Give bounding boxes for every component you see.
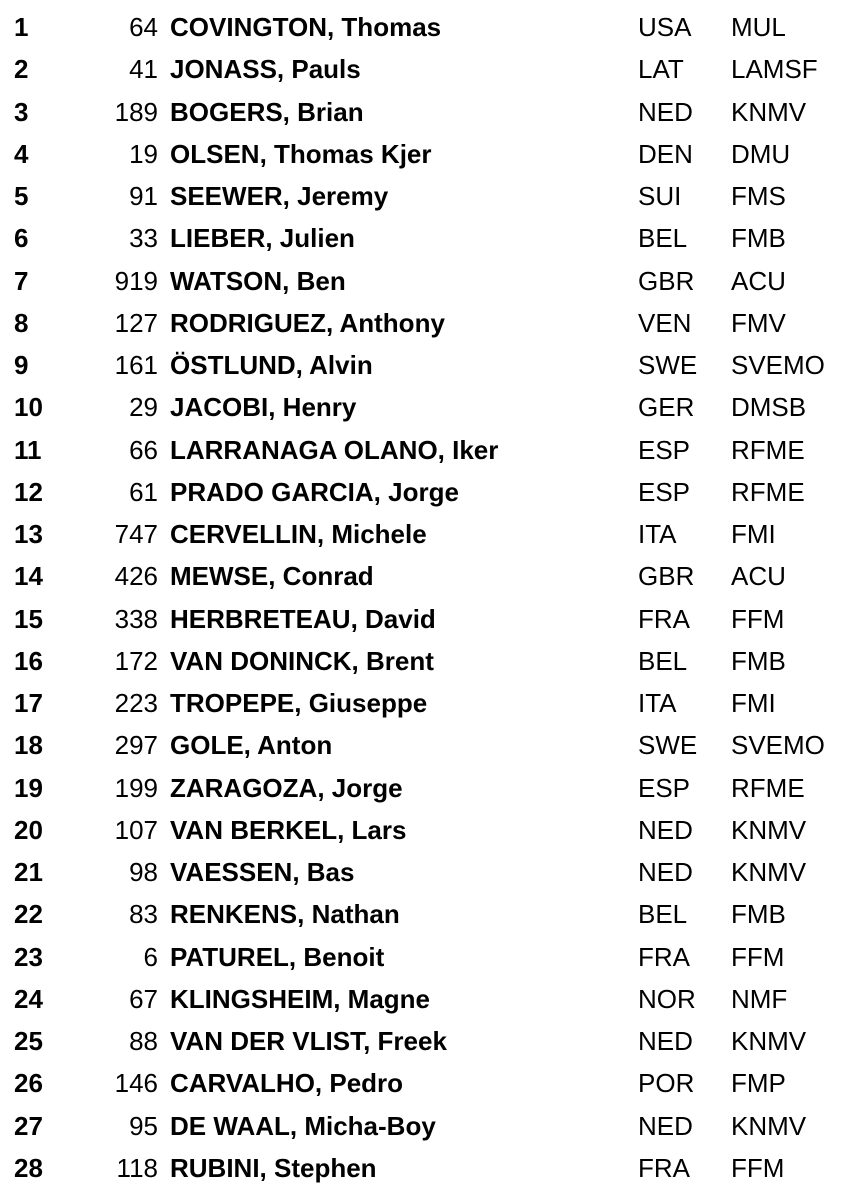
nation-cell: SUI — [638, 181, 682, 211]
nation-cell: ESP — [638, 434, 691, 465]
rider-name-cell: BOGERS, Brian — [170, 96, 364, 127]
rider-number-cell: 33 — [129, 223, 158, 254]
results-table — [0, 6, 853, 1189]
federation-cell: FMP — [731, 1068, 786, 1099]
position-cell: 27 — [14, 1110, 43, 1141]
rider-name-cell: KLINGSHEIM, Magne — [170, 983, 431, 1014]
nation-cell: NED — [638, 96, 693, 127]
federation-cell: KNMV — [731, 1026, 807, 1056]
result-row — [0, 513, 853, 555]
rider-number-cell: 127 — [114, 307, 158, 338]
nation-cell: LAT — [638, 54, 684, 85]
result-row — [0, 217, 853, 259]
position-cell: 17 — [14, 688, 43, 718]
nation-cell: USA — [638, 12, 692, 42]
federation-cell: SVEMO — [731, 350, 825, 380]
position-cell: 25 — [14, 1026, 43, 1056]
federation-cell: FFM — [731, 1152, 785, 1183]
rider-number-cell: 107 — [114, 814, 158, 845]
position-cell: 22 — [14, 899, 43, 930]
federation-cell: RFME — [731, 476, 805, 507]
rider-number-cell: 172 — [114, 645, 158, 676]
rider-name-cell: ZARAGOZA, Jorge — [170, 772, 403, 803]
nation-cell: ESP — [638, 772, 691, 803]
result-row — [0, 893, 853, 935]
result-row — [0, 1020, 853, 1062]
rider-name-cell: RUBINI, Stephen — [170, 1152, 377, 1183]
result-row — [0, 640, 853, 682]
federation-cell: ACU — [731, 265, 786, 296]
position-cell: 24 — [14, 983, 43, 1014]
position-cell: 12 — [14, 476, 43, 507]
rider-number-cell: 66 — [129, 434, 158, 465]
nation-cell: BEL — [638, 645, 688, 676]
rider-name-cell: LARRANAGA OLANO, Iker — [170, 434, 499, 465]
result-row — [0, 91, 853, 133]
result-row — [0, 1105, 853, 1147]
rider-number-cell: 95 — [129, 1110, 158, 1141]
position-cell: 3 — [14, 96, 29, 127]
rider-number-cell: 91 — [129, 181, 158, 211]
rider-name-cell: VAN DONINCK, Brent — [170, 645, 434, 676]
position-cell: 2 — [14, 54, 29, 85]
rider-number-cell: 67 — [129, 983, 158, 1014]
position-cell: 28 — [14, 1152, 43, 1183]
result-row — [0, 260, 853, 302]
rider-name-cell: JACOBI, Henry — [170, 392, 357, 423]
federation-cell: DMU — [731, 138, 791, 169]
rider-name-cell: RENKENS, Nathan — [170, 899, 400, 930]
federation-cell: DMSB — [731, 392, 807, 423]
rider-number-cell: 146 — [114, 1068, 158, 1099]
federation-cell: KNMV — [731, 1110, 807, 1141]
federation-cell: FMB — [731, 899, 786, 930]
federation-cell: FMI — [731, 519, 776, 549]
result-row — [0, 978, 853, 1020]
result-row — [0, 386, 853, 428]
nation-cell: DEN — [638, 138, 693, 169]
nation-cell: GER — [638, 392, 695, 423]
result-row — [0, 429, 853, 471]
result-row — [0, 555, 853, 597]
rider-name-cell: VAESSEN, Bas — [170, 857, 355, 887]
rider-name-cell: VAN BERKEL, Lars — [170, 814, 407, 845]
position-cell: 9 — [14, 350, 29, 380]
rider-number-cell: 919 — [114, 265, 158, 296]
position-cell: 26 — [14, 1068, 43, 1099]
rider-number-cell: 426 — [114, 561, 158, 592]
rider-name-cell: TROPEPE, Giuseppe — [170, 688, 428, 718]
rider-name-cell: RODRIGUEZ, Anthony — [170, 307, 445, 338]
nation-cell: NED — [638, 814, 693, 845]
rider-number-cell: 41 — [129, 54, 158, 85]
rider-name-cell: CERVELLIN, Michele — [170, 519, 427, 549]
nation-cell: FRA — [638, 603, 690, 634]
federation-cell: FMS — [731, 181, 786, 211]
rider-number-cell: 29 — [129, 392, 158, 423]
rider-number-cell: 61 — [129, 476, 158, 507]
nation-cell: BEL — [638, 899, 688, 930]
nation-cell: ITA — [638, 519, 677, 549]
federation-cell: FMI — [731, 688, 776, 718]
rider-number-cell: 98 — [129, 857, 158, 887]
position-cell: 5 — [14, 181, 29, 211]
federation-cell: RFME — [731, 434, 805, 465]
nation-cell: ITA — [638, 688, 677, 718]
rider-name-cell: WATSON, Ben — [170, 265, 346, 296]
position-cell: 6 — [14, 223, 29, 254]
result-row — [0, 6, 853, 48]
federation-cell: LAMSF — [731, 54, 818, 85]
nation-cell: POR — [638, 1068, 695, 1099]
position-cell: 13 — [14, 519, 43, 549]
result-row — [0, 471, 853, 513]
federation-cell: KNMV — [731, 814, 807, 845]
rider-name-cell: LIEBER, Julien — [170, 223, 355, 254]
federation-cell: FMB — [731, 645, 786, 676]
rider-number-cell: 297 — [114, 730, 158, 761]
rider-number-cell: 118 — [116, 1152, 158, 1183]
rider-name-cell: OLSEN, Thomas Kjer — [170, 138, 432, 169]
rider-number-cell: 161 — [114, 350, 158, 380]
result-row — [0, 936, 853, 978]
rider-name-cell: PRADO GARCIA, Jorge — [170, 476, 459, 507]
result-row — [0, 1062, 853, 1104]
rider-name-cell: MEWSE, Conrad — [170, 561, 374, 592]
result-row — [0, 724, 853, 766]
rider-name-cell: COVINGTON, Thomas — [170, 12, 442, 42]
position-cell: 21 — [14, 857, 43, 887]
position-cell: 19 — [14, 772, 43, 803]
rider-name-cell: JONASS, Pauls — [170, 54, 361, 85]
position-cell: 11 — [14, 434, 42, 465]
nation-cell: FRA — [638, 1152, 690, 1183]
rider-name-cell: CARVALHO, Pedro — [170, 1068, 404, 1099]
federation-cell: KNMV — [731, 857, 807, 887]
rider-number-cell: 199 — [114, 772, 158, 803]
rider-name-cell: SEEWER, Jeremy — [170, 181, 389, 211]
position-cell: 7 — [14, 265, 29, 296]
rider-number-cell: 189 — [114, 96, 158, 127]
nation-cell: SWE — [638, 730, 698, 761]
position-cell: 14 — [14, 561, 43, 592]
rider-name-cell: DE WAAL, Micha-Boy — [170, 1110, 436, 1141]
result-row — [0, 344, 853, 386]
rider-number-cell: 338 — [114, 603, 158, 634]
rider-number-cell: 223 — [114, 688, 158, 718]
position-cell: 20 — [14, 814, 43, 845]
rider-name-cell: VAN DER VLIST, Freek — [170, 1026, 447, 1056]
result-row — [0, 48, 853, 90]
federation-cell: FFM — [731, 603, 785, 634]
result-row — [0, 598, 853, 640]
federation-cell: FMB — [731, 223, 786, 254]
nation-cell: ESP — [638, 476, 691, 507]
federation-cell: RFME — [731, 772, 805, 803]
rider-name-cell: PATUREL, Benoit — [170, 941, 385, 972]
nation-cell: VEN — [638, 307, 692, 338]
result-row — [0, 1147, 853, 1189]
rider-number-cell: 88 — [129, 1026, 158, 1056]
rider-number-cell: 83 — [129, 899, 158, 930]
result-row — [0, 302, 853, 344]
rider-number-cell: 64 — [129, 12, 158, 42]
position-cell: 10 — [14, 392, 43, 423]
result-row — [0, 175, 853, 217]
result-row — [0, 809, 853, 851]
position-cell: 18 — [14, 730, 43, 761]
rider-number-cell: 6 — [143, 941, 158, 972]
nation-cell: NED — [638, 857, 693, 887]
federation-cell: FFM — [731, 941, 785, 972]
result-row — [0, 851, 853, 893]
rider-number-cell: 747 — [114, 519, 158, 549]
position-cell: 23 — [14, 941, 43, 972]
nation-cell: NOR — [638, 983, 696, 1014]
nation-cell: GBR — [638, 561, 695, 592]
result-row — [0, 682, 853, 724]
nation-cell: GBR — [638, 265, 695, 296]
nation-cell: NED — [638, 1026, 693, 1056]
nation-cell: BEL — [638, 223, 688, 254]
federation-cell: ACU — [731, 561, 786, 592]
federation-cell: SVEMO — [731, 730, 825, 761]
federation-cell: KNMV — [731, 96, 807, 127]
position-cell: 1 — [14, 12, 29, 42]
position-cell: 15 — [14, 603, 43, 634]
position-cell: 4 — [14, 138, 29, 169]
rider-number-cell: 19 — [129, 138, 158, 169]
rider-name-cell: ÖSTLUND, Alvin — [170, 350, 373, 380]
rider-name-cell: GOLE, Anton — [170, 730, 333, 761]
federation-cell: FMV — [731, 307, 786, 338]
nation-cell: FRA — [638, 941, 690, 972]
nation-cell: NED — [638, 1110, 693, 1141]
nation-cell: SWE — [638, 350, 698, 380]
position-cell: 16 — [14, 645, 43, 676]
rider-name-cell: HERBRETEAU, David — [170, 603, 436, 634]
federation-cell: NMF — [731, 983, 788, 1014]
position-cell: 8 — [14, 307, 29, 338]
result-row — [0, 767, 853, 809]
result-row — [0, 133, 853, 175]
federation-cell: MUL — [731, 12, 786, 42]
